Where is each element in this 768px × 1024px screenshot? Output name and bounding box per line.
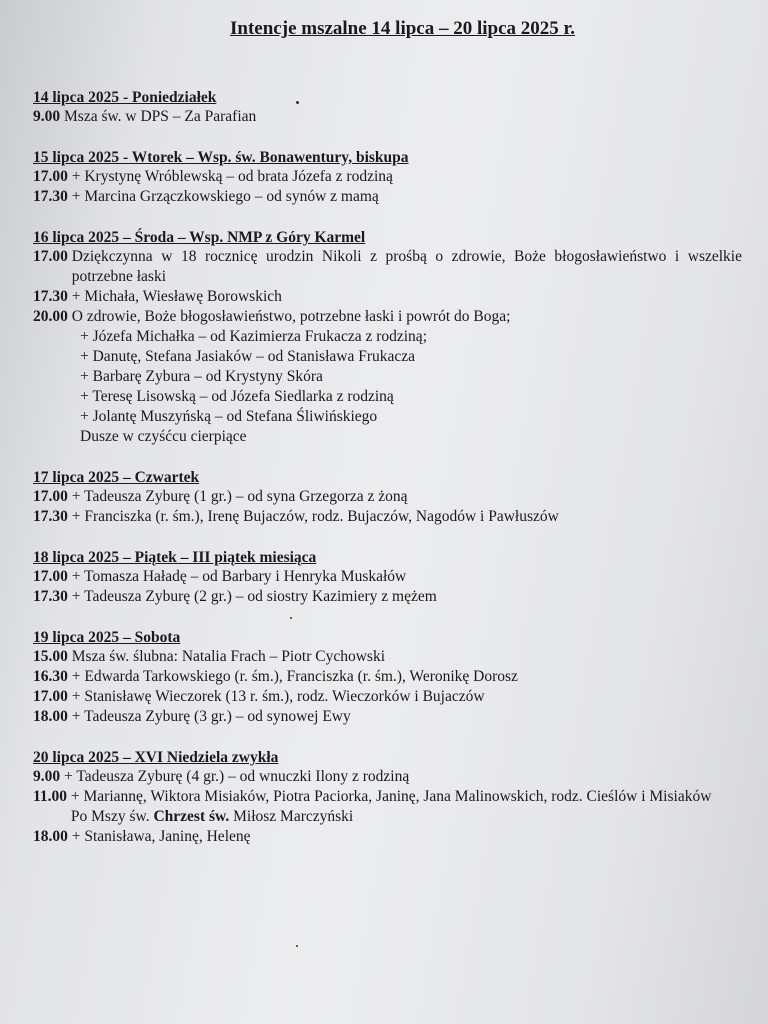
mass-time: 9.00 — [33, 768, 61, 785]
mass-time: 18.00 — [33, 828, 68, 845]
intention-text: + Tadeusza Zyburę (2 gr.) – od siostry Kazimiery z mężem — [71, 588, 437, 605]
intention-entry — [33, 707, 742, 727]
intention-text-block — [71, 787, 742, 827]
paper-speck — [296, 945, 298, 947]
intention-entry — [33, 767, 742, 787]
day-header: 20 lipca 2025 – XVI Niedziela zwykła — [33, 749, 279, 766]
intention-entry — [33, 787, 742, 827]
intention-text: + Franciszka (r. śm.), Irenę Bujaczów, rodz. Bujaczów, Nagodów i Pawłuszów — [71, 508, 559, 525]
paper-speck — [296, 101, 299, 104]
mass-time: 17.00 — [33, 488, 68, 505]
mass-time: 17.30 — [33, 508, 68, 525]
intention-text: + Mariannę, Wiktora Misiaków, Piotra Paciorka, Janinę, Jana Malinowskich, rodz. Cieślów i Misiaków — [70, 788, 712, 805]
intention-text: O zdrowie, Boże błogosławieństwo, potrzebne łaski i powrót do Boga; — [71, 308, 511, 325]
mass-time: 17.00 — [33, 688, 68, 705]
mass-time: 17.30 — [33, 588, 68, 605]
intention-text: Msza św. w DPS – Za Parafian — [64, 108, 257, 125]
day-header: 15 lipca 2025 - Wtorek – Wsp. św. Bonawentury, biskupa — [33, 149, 409, 166]
intention-entry — [33, 667, 742, 687]
mass-time: 17.30 — [33, 288, 68, 305]
intention-entry — [33, 187, 742, 207]
intention-text: + Tadeusza Zyburę (1 gr.) – od syna Grzegorza z żoną — [71, 488, 408, 505]
day-section — [33, 88, 742, 127]
mass-time: 20.00 — [33, 308, 68, 325]
intention-extra-line: + Józefa Michałka – od Kazimierza Frukacza z rodziną; — [80, 328, 427, 345]
intention-text: + Tomasza Haładę – od Barbary i Henryka Muskałów — [71, 568, 407, 585]
intention-text: + Edwarda Tarkowskiego (r. śm.), Franciszka (r. śm.), Weronikę Dorosz — [71, 668, 518, 685]
intention-text: + Tadeusza Zyburę (3 gr.) – od synowej Ewy — [71, 708, 351, 725]
intention-entry — [33, 287, 742, 307]
mass-time: 18.00 — [33, 708, 68, 725]
intention-entry — [33, 107, 742, 127]
intention-entry — [33, 687, 742, 707]
intention-extra-line: + Teresę Lisowską – od Józefa Siedlarka z rodziną — [80, 388, 394, 405]
intention-text: Dziękczynna w 18 rocznicę urodzin Nikoli z prośbą o zdrowie, Boże błogosławieństwo i wszelkie potrzebne łaski — [71, 248, 742, 285]
intention-entry — [33, 167, 742, 187]
day-section — [33, 148, 742, 207]
day-header: 14 lipca 2025 - Poniedziałek — [33, 89, 217, 106]
intention-entry — [33, 487, 742, 507]
day-section — [33, 628, 742, 727]
paper-speck — [290, 617, 292, 619]
mass-time: 16.30 — [33, 668, 68, 685]
intention-text: + Marcina Grzączkowskiego – od synów z mamą — [71, 188, 379, 205]
day-section — [33, 748, 742, 847]
intention-text: + Stanisławę Wieczorek (13 r. śm.), rodz. Wieczorków i Bujaczów — [71, 688, 485, 705]
intention-entry — [33, 507, 742, 527]
intention-text: + Tadeusza Zyburę (4 gr.) – od wnuczki Ilony z rodziną — [64, 768, 410, 785]
intention-text: + Michała, Wiesławę Borowskich — [71, 288, 282, 305]
mass-time: 17.30 — [33, 188, 68, 205]
intention-extra-line: + Jolantę Muszyńską – od Stefana Śliwińskiego — [80, 408, 378, 425]
day-section — [33, 468, 742, 527]
intention-entry — [33, 647, 742, 667]
intention-extra-line: Dusze w czyśćcu cierpiące — [80, 428, 247, 445]
intention-extra-line: + Danutę, Stefana Jasiaków – od Stanisława Frukacza — [80, 348, 416, 365]
intention-text: Msza św. ślubna: Natalia Frach – Piotr Cychowski — [71, 648, 386, 665]
mass-time: 17.00 — [33, 168, 68, 185]
mass-time: 9.00 — [33, 108, 61, 125]
document-title: Intencje mszalne 14 lipca – 20 lipca 2025 r. — [230, 18, 575, 39]
baptism-note — [71, 807, 742, 827]
day-section — [33, 228, 742, 447]
day-header: 18 lipca 2025 – Piątek – III piątek miesiąca — [33, 549, 317, 566]
baptism-label: Chrzest św. — [153, 808, 230, 825]
mass-time: 17.00 — [33, 248, 68, 265]
intention-text: + Stanisława, Janinę, Helenę — [71, 828, 251, 845]
day-header: 17 lipca 2025 – Czwartek — [33, 469, 200, 486]
intention-entry — [33, 247, 742, 287]
intention-entry — [33, 307, 742, 327]
day-header: 19 lipca 2025 – Sobota — [33, 629, 181, 646]
day-header: 16 lipca 2025 – Środa – Wsp. NMP z Góry Karmel — [33, 229, 366, 246]
baptism-name: Miłosz Marczyński — [233, 808, 354, 825]
intention-extra-line: + Barbarę Zybura – od Krystyny Skóra — [80, 368, 323, 385]
mass-time: 11.00 — [33, 788, 68, 805]
intention-entry — [33, 587, 742, 607]
mass-time: 17.00 — [33, 568, 68, 585]
mass-time: 15.00 — [33, 648, 68, 665]
day-section — [33, 548, 742, 607]
baptism-prefix: Po Mszy św. — [70, 808, 150, 825]
intention-entry — [33, 567, 742, 587]
intention-text: + Krystynę Wróblewską – od brata Józefa z rodziną — [71, 168, 393, 185]
intention-entry — [33, 827, 742, 847]
